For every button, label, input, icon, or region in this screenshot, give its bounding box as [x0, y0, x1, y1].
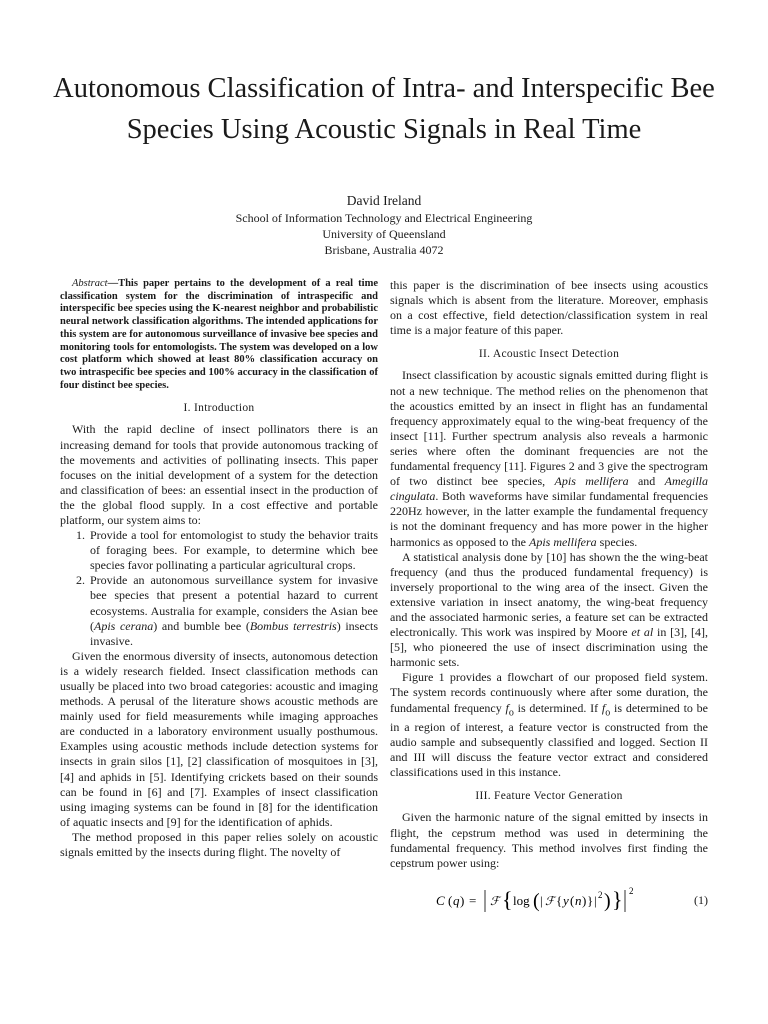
citation-et-al: et al — [631, 625, 654, 640]
species-name: Bombus terrestris — [249, 618, 337, 633]
abstract — [60, 278, 378, 392]
svg-text:{: { — [556, 892, 563, 908]
author-affiliation — [40, 210, 728, 258]
left-column — [60, 278, 378, 860]
svg-text:2: 2 — [629, 885, 634, 896]
affiliation-address: Brisbane, Australia 4072 — [324, 243, 444, 257]
equation-number: (1) — [694, 893, 708, 908]
svg-text:|: | — [540, 892, 543, 908]
paper-title: Autonomous Classification of Intra- and Interspecific Bee Species Using Acoustic Signals in Real Time — [53, 73, 715, 145]
acoustic-paragraph-3: Figure 1 provides a flowchart of our proposed field system. The system records continuously where after some duration, the fundamental frequency $f_o$ is determined. If $f_o$ is determined to be in a region of interest, a feature vector is constructed from the audio sample and subsequently classified and logged. Section II and III will discuss the feature vector extract and considered classifications used in this instance. — [390, 670, 708, 780]
intro-paragraph-3: The method proposed in this paper relies solely on acoustic signals emitted by the insects during flight. The novelty of — [60, 829, 378, 860]
math-subscript: o — [605, 706, 611, 718]
affiliation-school: School of Information Technology and Electrical Engineering — [235, 211, 533, 225]
svg-text:q: q — [453, 892, 460, 908]
svg-text:ℱ: ℱ — [490, 893, 500, 908]
svg-text:log: log — [513, 892, 530, 908]
svg-text:|: | — [594, 892, 597, 908]
svg-text:}: } — [612, 886, 623, 912]
section-heading-feature-vector: III. Feature Vector Generation — [475, 790, 623, 803]
section-heading-acoustic-detection: II. Acoustic Insect Detection — [478, 348, 620, 361]
intro-aim-1: 1. Provide a tool for entomologist to study the behavior traits of foraging bees. For example, to determine which bee species favor pollinating a particular agricultural crops. — [88, 528, 378, 573]
section-heading-introduction: I. Introduction — [183, 402, 255, 415]
math-symbol: f — [505, 700, 509, 715]
species-name: Apis cerana — [94, 618, 154, 633]
svg-text:2: 2 — [598, 889, 603, 900]
affiliation-university: University of Queensland — [322, 227, 446, 241]
svg-text:(: ( — [448, 892, 453, 908]
svg-text:ℱ: ℱ — [545, 893, 555, 908]
intro-paragraph-1: With the rapid decline of insect pollinators there is an increasing demand for tools that provide autonomous tracking of the movements and activities of pollinating insects. This paper focuses on the initial development of a system for the detection and classification of bees: an essential insect in the production of the the global flood supply. In a cost effective and portable platform, our system aims to: — [60, 422, 378, 527]
species-name: Apis mellifera — [528, 534, 597, 549]
svg-text:C: C — [436, 892, 445, 908]
acoustic-paragraph-1: Insect classification by acoustic signals emitted during flight is not a new technique. The method relies on the phenomenon that the acoustics emitted by an insect in flight has an fundamental frequency approximately equal to the wing-beat frequency of the insect [11]. Further spectrum analysis also reveals a harmonic series where often the dominant frequencies are not the fundamental frequency [11]. Figures 2 and 3 give the spectrogram of two distinct bee species, Apis mellifera and Amegilla cingulata. Both waveforms have similar fundamental frequencies 220Hz however, in the latter example the fundamental frequency is not the dominant frequency and has more power in the higher harmonics as opposed to the Apis mellifera species. — [390, 368, 708, 549]
intro-aim-2: 2. Provide an autonomous surveillance system for invasive bee species that present a potential hazard to current ecosystems. Australia for example, considers the Asian bee (Apis cerana) and bumble bee (Bombus terrestris) insects invasive. — [88, 573, 378, 648]
species-name: Apis mellifera — [554, 474, 629, 489]
cepstrum-formula — [434, 884, 664, 918]
svg-text:=: = — [469, 892, 477, 908]
abstract-text: —This paper pertains to the development of a real time classification system for the discrimination of intraspecific and interspecific bee species using the K-nearest neighbor and probabilistic neural network classification algorithms. The intended applications for this system are for autonomous surveillance of invasive bee species and monitoring tools for entomologists. The system was developed on a low cost platform which showed at least 80% classification accuracy on two intraspecific bee species and 100% accuracy in the classification of four distinct bee species. — [60, 278, 378, 391]
svg-text:n: n — [575, 892, 582, 908]
svg-text:(: ( — [533, 889, 540, 912]
intro-paragraph-2: Given the enormous diversity of insects, autonomous detection is a widely research fielded. Insect classification methods can usually be placed into two broad categories: acoustic and imaging methods. A perusal of the literature shows acoustic methods are mainly used for field measurements while imaging approaches are conducted in a laboratory environment usually posthumous. Examples using acoustic methods include detection systems for insects in grain silos [1], [2] classification of mosquitoes in [3], [4] and aphids in [5]. Identifying crickets based on their sounds can be found in [6] and [7]. Examples of insect classification using imaging systems can be found in [8] for the identification of aquatic insects and [9] for the identification of aphids. — [60, 648, 378, 829]
intro-aims-list — [60, 528, 378, 649]
svg-text:): ) — [582, 892, 587, 908]
acoustic-paragraph-2: A statistical analysis done by [10] has shown the the wing-beat frequency (and thus the produced fundamental frequency) is inversely proportional to the wing area of the insect. Given the extensive variation in insect anatomy, the wing-beat frequency and the associated harmonic series, a feature set can be extracted electronically. This work was inspired by Moore et al in [3], [4], [5], who pioneered the use of insect discrimination using the harmonic sets. — [390, 549, 708, 670]
cepstrum-equation — [390, 886, 708, 916]
intro-paragraph-3-continued: this paper is the discrimination of bee insects using acoustics signals which is absent from the literature. Moreover, emphasis on a cost effective, field detection/classification system in real time is a major feature of this paper. — [390, 278, 708, 338]
math-symbol: f — [601, 700, 606, 715]
svg-text:}: } — [587, 892, 594, 908]
svg-text:): ) — [460, 892, 465, 908]
right-column — [390, 278, 708, 916]
abstract-label: Abstract — [72, 278, 108, 289]
svg-text:): ) — [604, 889, 611, 912]
svg-text:{: { — [502, 886, 513, 912]
svg-text:(: ( — [570, 892, 575, 908]
svg-text:y: y — [563, 892, 569, 908]
math-subscript: o — [508, 706, 514, 718]
feature-paragraph-1: Given the harmonic nature of the signal emitted by insects in flight, the cepstrum method was used in determining the fundamental frequency. This method involves first finding the cepstrum power using: — [390, 810, 708, 870]
species-name: Amegilla cingulata — [390, 474, 708, 504]
author-name: David Ireland — [346, 193, 422, 208]
